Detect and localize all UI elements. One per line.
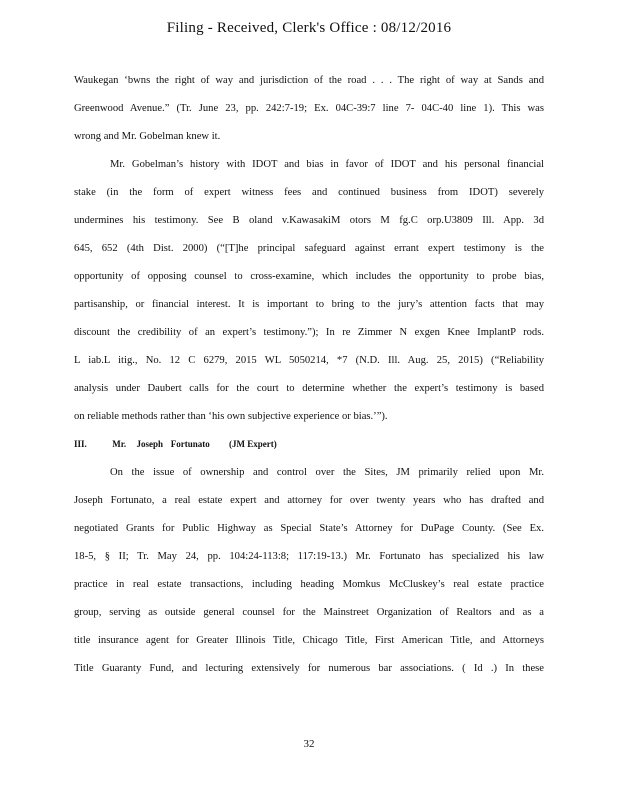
- body-line: 645, 652 (4th Dist. 2000) (“[T]he principal safeguard against errant expert testimony is the: [74, 243, 544, 254]
- filing-header: Filing - Received, Clerk's Office : 08/12/2016: [166, 20, 452, 36]
- body-line: L iab.L itig., No. 12 C 6279, 2015 WL 5050214, *7 (N.D. Ill. Aug. 25, 2015) (“Reliability: [74, 355, 544, 366]
- body-line: group, serving as outside general counsel for the Mainstreet Organization of Realtors and as a: [74, 607, 544, 618]
- heading-title: Mr.: [112, 439, 127, 449]
- section-number: III.: [74, 439, 87, 449]
- heading-role: (JM Expert): [229, 439, 277, 449]
- body-line: On the issue of ownership and control over the Sites, JM primarily relied upon Mr.: [110, 467, 544, 478]
- body-line: discount the credibility of an expert’s testimony.”); In re Zimmer N exgen Knee ImplantP rods.: [74, 327, 544, 338]
- body-line: opportunity of opposing counsel to cross-examine, which includes the opportunity to probe bias,: [74, 271, 544, 282]
- body-line: Joseph Fortunato, a real estate expert and attorney for over twenty years who has drafted and: [74, 495, 544, 506]
- body-line: stake (in the form of expert witness fees and continued business from IDOT) severely: [74, 187, 544, 198]
- body-line: wrong and Mr. Gobelman knew it.: [74, 131, 221, 142]
- body-line: partisanship, or financial interest. It is important to bring to the jury’s attention facts that may: [74, 299, 544, 310]
- body-line: practice in real estate transactions, including heading Momkus McCluskey’s real estate practice: [74, 579, 544, 590]
- heading-first-name: Joseph: [136, 439, 164, 449]
- body-line: analysis under Daubert calls for the court to determine whether the expert’s testimony is based: [74, 383, 544, 394]
- section-heading: [74, 437, 544, 451]
- body-line: on reliable methods rather than ‘his own subjective experience or bias.’”).: [74, 411, 388, 422]
- heading-last-name: Fortunato: [170, 439, 210, 449]
- body-line: 18-5, § II; Tr. May 24, pp. 104:24-113:8; 117:19-13.) Mr. Fortunato has specialized his law: [74, 551, 544, 562]
- body-line: negotiated Grants for Public Highway as Special State’s Attorney for DuPage County. (See Ex.: [74, 523, 544, 534]
- body-line: Waukegan ‘bwns the right of way and jurisdiction of the road . . . The right of way at Sands and: [74, 75, 544, 86]
- body-line: title insurance agent for Greater Illinois Title, Chicago Title, First American Title, and Attorneys: [74, 635, 544, 646]
- body-line: Title Guaranty Fund, and lecturing extensively for numerous bar associations. ( Id .) In these: [74, 663, 544, 674]
- page-number: 32: [303, 738, 315, 750]
- body-line: undermines his testimony. See B oland v.KawasakiM otors M fg.C orp.U3809 Ill. App. 3d: [74, 215, 544, 226]
- body-line: Mr. Gobelman’s history with IDOT and bias in favor of IDOT and his personal financial: [110, 159, 544, 170]
- body-line: Greenwood Avenue.” (Tr. June 23, pp. 242:7-19; Ex. 04C-39:7 line 7- 04C-40 line 1). This was: [74, 103, 544, 114]
